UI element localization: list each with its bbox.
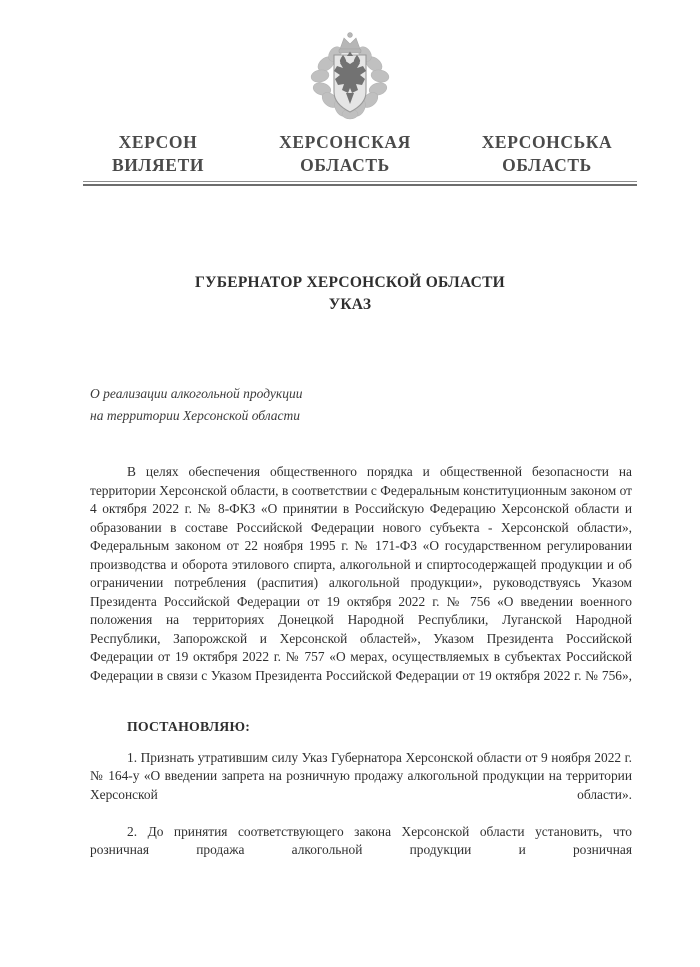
header-divider: [83, 181, 637, 187]
preamble-paragraph: В целях обеспечения общественного порядка и общественной безопасности на территории Херсонской области, в соответствии с Федеральным конституционным законом от 4 октября 2022 г. № 8-ФКЗ «О принятии в Российскую Федерацию Херсонской области и образовании в составе Российской Федерации нового субъекта - Херсонской области», Федеральным законом от 22 ноября 1995 г. № 171-ФЗ «О государственном регулировании производства и оборота этилового спирта, алкогольной и спиртосодержащей продукции и об ограничении потребления (распития) алкогольной продукции», руководствуясь Указом Президента Российской Федерации от 19 октября 2022 г. № 756 «О введении военного положения на территориях Донецкой Народной Республики, Луганской Народной Республики, Запорожской и Херсонской областей», Указом Президента Российской Федерации от 19 октября 2022 г. № 757 «О мерах, осуществляемых в субъектах Российской Федерации в связи с Указом Президента Российской Федерации от 19 октября 2022 г. № 756»,: [90, 464, 632, 684]
subject-line-2: на территории Херсонской области: [90, 408, 301, 424]
masthead-column-ukrainian: [457, 131, 637, 178]
masthead-column-russian: [250, 131, 440, 178]
masthead-line-1: ХЕРСОНСЬКА: [481, 132, 613, 152]
subject-line-1: О реализации алкогольной продукции: [90, 386, 303, 401]
document-subject: [90, 383, 420, 428]
title-line-type: УКАЗ: [328, 296, 372, 313]
masthead-column-crimean-tatar: [83, 131, 233, 178]
emblem-container: [0, 30, 700, 130]
masthead-line-2: ВИЛЯЕТИ: [111, 155, 205, 176]
coat-of-arms-icon: [304, 30, 396, 128]
masthead-line-1: ХЕРСОН: [118, 132, 198, 152]
clause-item-1: 1. Признать утратившим силу Указ Губернатора Херсонской области от 9 ноября 2022 г. № 164-у «О введении запрета на розничную продажу алкогольной продукции на территории Херсонской области».: [90, 749, 632, 802]
masthead-line-2: ОБЛАСТЬ: [300, 155, 390, 176]
masthead-titles: [83, 131, 637, 178]
divider-line-thick: [83, 184, 637, 186]
document-body: [90, 463, 632, 878]
masthead-line-2: ОБЛАСТЬ: [502, 155, 592, 176]
title-line-authority: ГУБЕРНАТОР ХЕРСОНСКОЙ ОБЛАСТИ: [195, 274, 505, 291]
masthead-line-1: ХЕРСОНСКАЯ: [279, 132, 411, 152]
document-title: [0, 272, 700, 316]
divider-line-thin: [83, 181, 637, 182]
resolve-heading: ПОСТАНОВЛЯЮ:: [127, 719, 250, 735]
clause-item-2: 2. До принятия соответствующего закона Херсонской области установить, что розничная продажа алкогольной продукции и розничная: [90, 823, 632, 858]
